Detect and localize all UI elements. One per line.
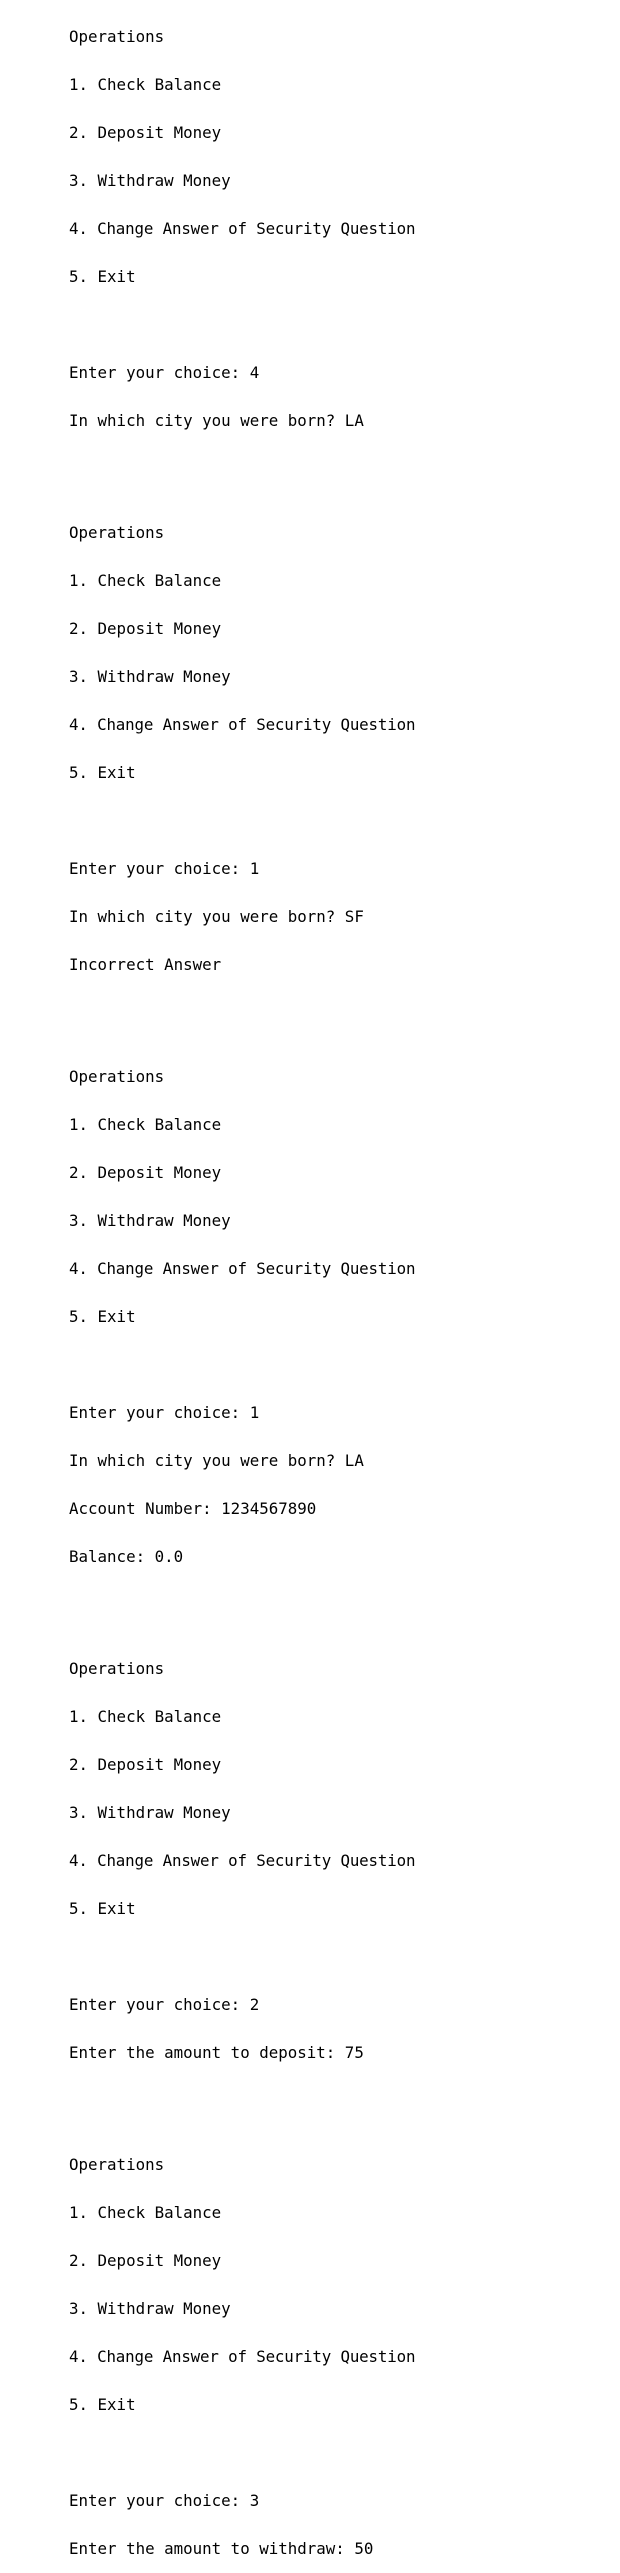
console-line: Enter the amount to withdraw: 50 xyxy=(69,2539,374,2558)
console-line: 5. Exit xyxy=(69,1899,136,1918)
console-line: 5. Exit xyxy=(69,1307,136,1326)
console-line xyxy=(69,461,614,477)
console-line: 2. Deposit Money xyxy=(69,619,222,638)
console-line: 1. Check Balance xyxy=(69,571,222,590)
console-line: 3. Withdraw Money xyxy=(69,2299,231,2318)
console-line: Enter your choice: 1 xyxy=(69,859,260,878)
console-line: 3. Withdraw Money xyxy=(69,1211,231,1230)
console-line: Enter your choice: 2 xyxy=(69,1995,260,2014)
console-line: 2. Deposit Money xyxy=(69,1163,222,1182)
console-line: 4. Change Answer of Security Question xyxy=(69,219,416,238)
console-line xyxy=(69,317,614,333)
console-line: In which city you were born? SF xyxy=(69,907,364,926)
console-line: Operations xyxy=(69,523,165,542)
console-line xyxy=(69,2093,614,2109)
console-line: 4. Change Answer of Security Question xyxy=(69,1259,416,1278)
console-line xyxy=(69,1005,614,1021)
console-line: 2. Deposit Money xyxy=(69,1755,222,1774)
console-line: Operations xyxy=(69,2155,165,2174)
console-line xyxy=(69,1597,614,1613)
console-line: 1. Check Balance xyxy=(69,1707,222,1726)
console-line xyxy=(69,813,614,829)
console-line: 1. Check Balance xyxy=(69,1115,222,1134)
console-line: 5. Exit xyxy=(69,763,136,782)
console-line: Operations xyxy=(69,1067,165,1086)
console-line: 3. Withdraw Money xyxy=(69,1803,231,1822)
console-line: 3. Withdraw Money xyxy=(69,667,231,686)
console-line: 5. Exit xyxy=(69,267,136,286)
console-line: 1. Check Balance xyxy=(69,75,222,94)
console-line: Incorrect Answer xyxy=(69,955,222,974)
console-line: 4. Change Answer of Security Question xyxy=(69,715,416,734)
console-line: Balance: 0.0 xyxy=(69,1547,184,1566)
console-line: Enter your choice: 3 xyxy=(69,2491,260,2510)
console-line xyxy=(69,2445,614,2461)
console-line: Enter your choice: 4 xyxy=(69,363,260,382)
console-line: 3. Withdraw Money xyxy=(69,171,231,190)
console-line: Account Number: 1234567890 xyxy=(69,1499,317,1518)
console-line: Enter the amount to deposit: 75 xyxy=(69,2043,364,2062)
console-line: Operations xyxy=(69,27,165,46)
console-line: 4. Change Answer of Security Question xyxy=(69,2347,416,2366)
console-line: 2. Deposit Money xyxy=(69,123,222,142)
console-line: 5. Exit xyxy=(69,2395,136,2414)
console-line: Operations xyxy=(69,1659,165,1678)
console-line xyxy=(69,1949,614,1965)
console-line: In which city you were born? LA xyxy=(69,1451,364,1470)
console-line: 2. Deposit Money xyxy=(69,2251,222,2270)
console-line xyxy=(69,1357,614,1373)
console-line: Enter your choice: 1 xyxy=(69,1403,260,1422)
console-line: 4. Change Answer of Security Question xyxy=(69,1851,416,1870)
console-output xyxy=(69,0,614,2573)
console-line: In which city you were born? LA xyxy=(69,411,364,430)
console-line: 1. Check Balance xyxy=(69,2203,222,2222)
